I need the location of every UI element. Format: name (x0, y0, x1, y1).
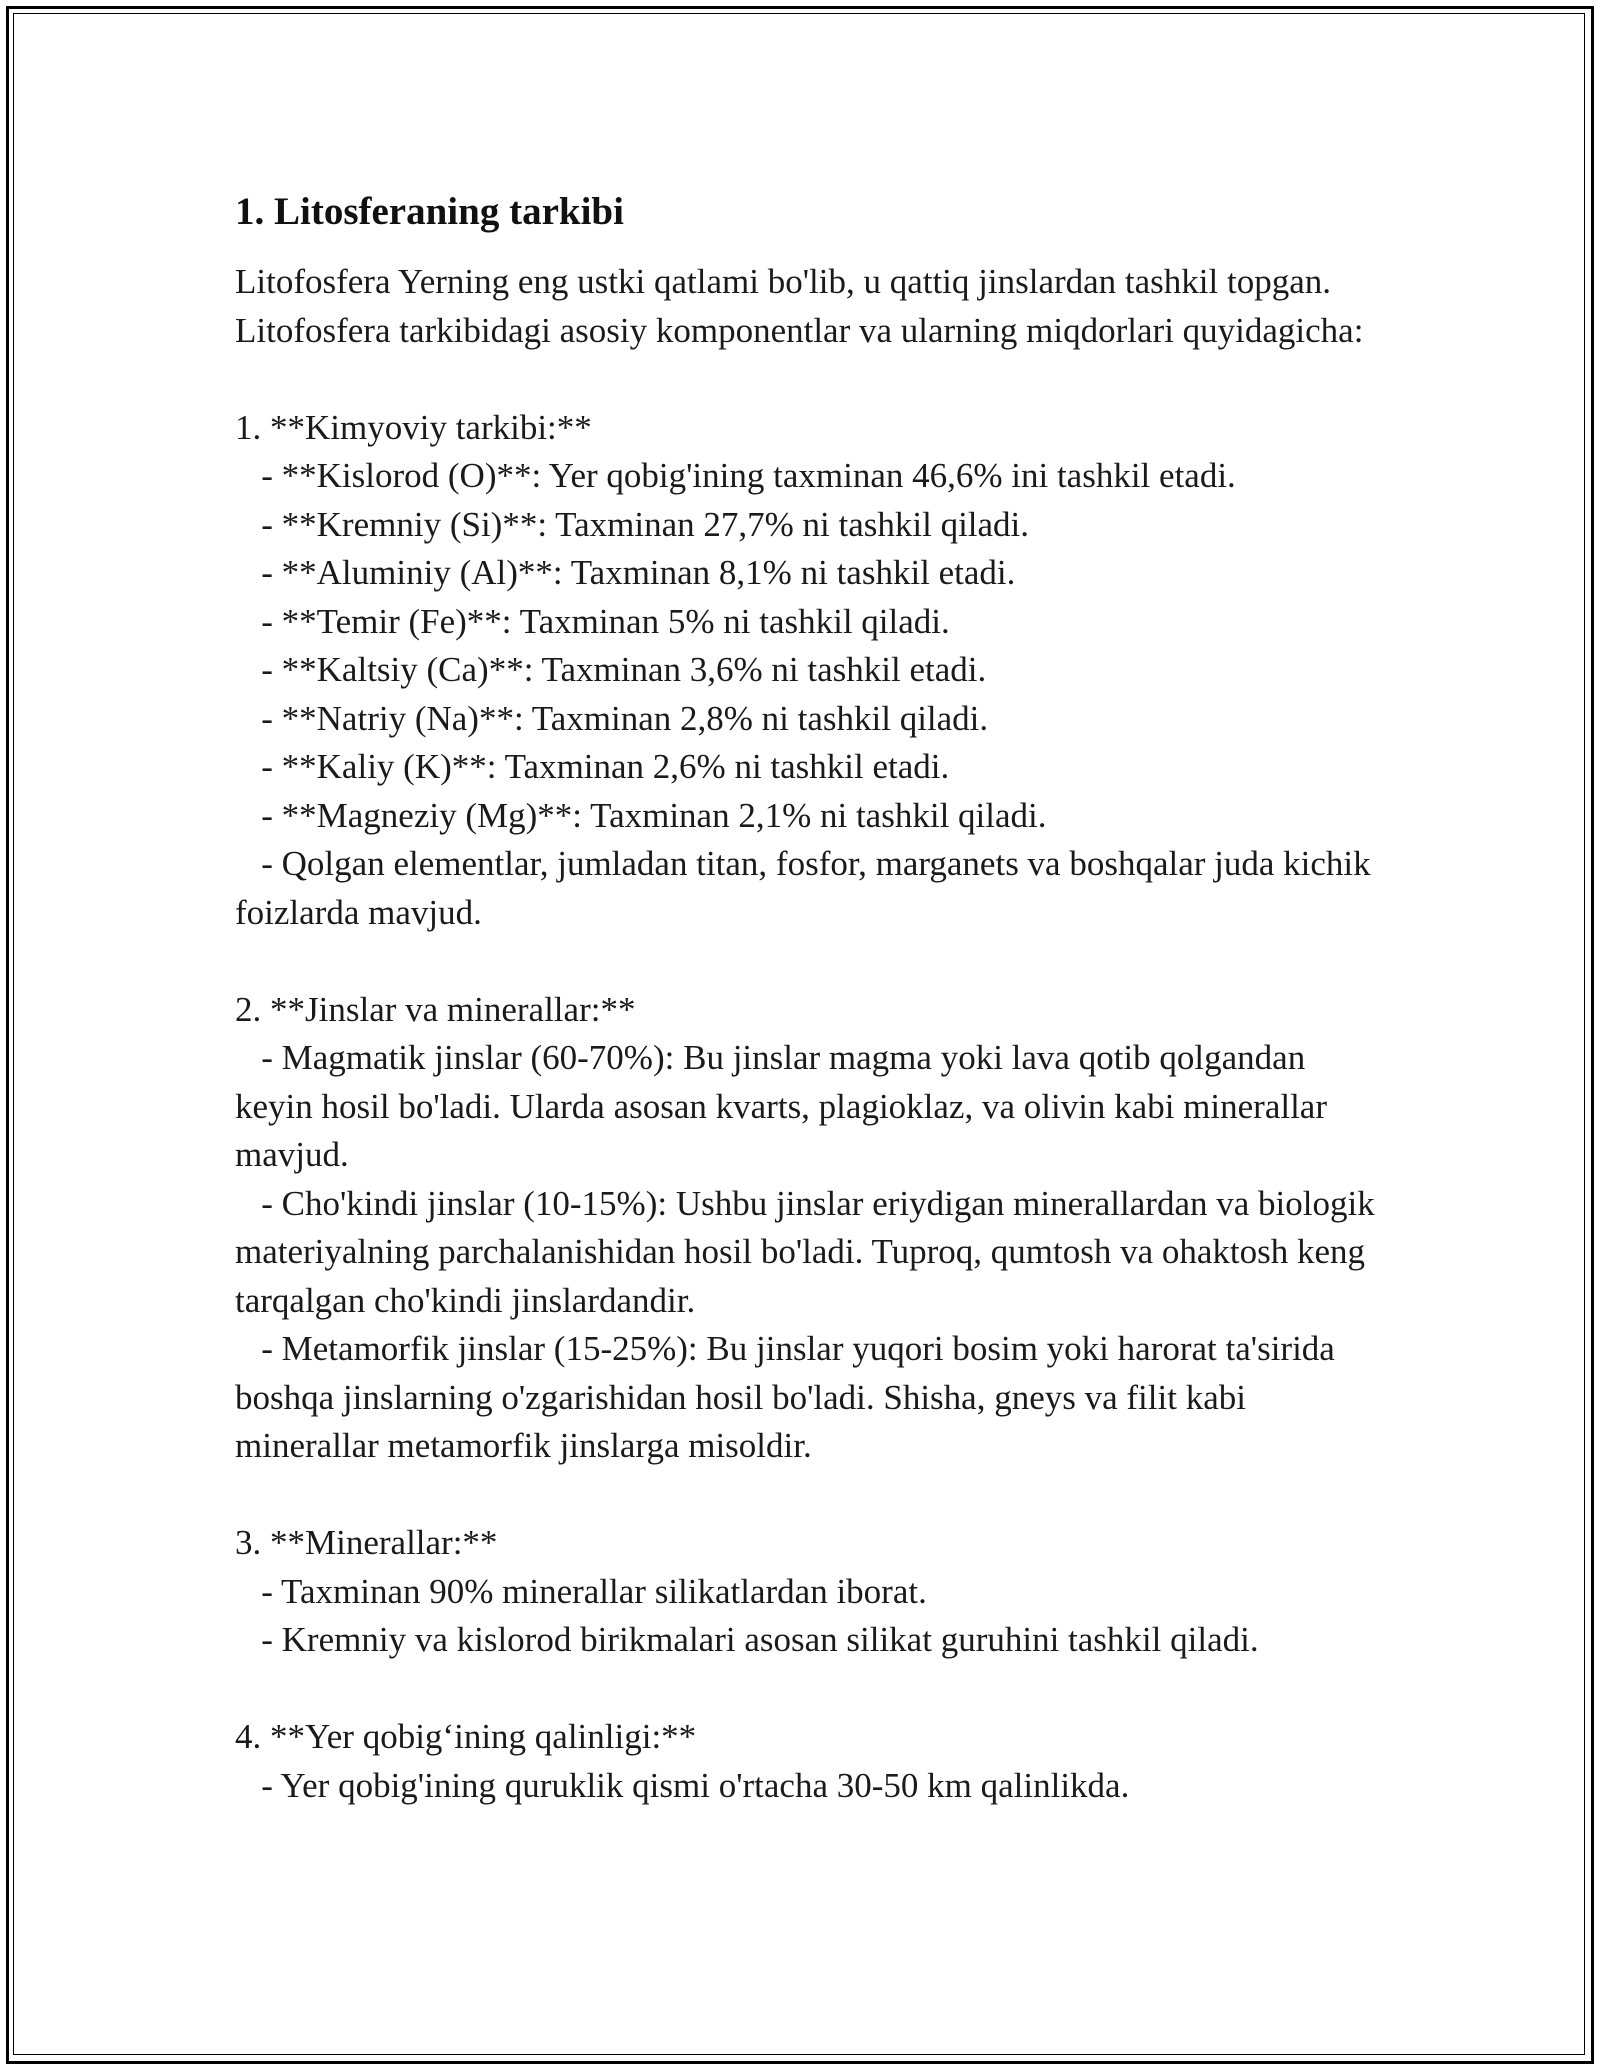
section-1-item-silicon: - **Kremniy (Si)**: Taxminan 27,7% ni tashkil qiladi. (235, 504, 1030, 544)
section-4-item-thickness: - Yer qobig'ining quruklik qismi o'rtacha 30-50 km qalinlikda. (235, 1765, 1130, 1805)
section-1-item-potassium: - **Kaliy (K)**: Taxminan 2,6% ni tashkil etadi. (235, 747, 950, 786)
section-2-heading: 2. **Jinslar va minerallar:** (235, 989, 636, 1029)
intro-paragraph: Litofosfera Yerning eng ustki qatlami bo'lib, u qattiq jinslardan tashkil topgan. Litofosfera tarkibidagi asosiy komponentlar va ularning miqdorlari quyidagicha: (235, 262, 1364, 350)
section-1-item-other: - Qolgan elementlar, jumladan titan, fosfor, marganets va boshqalar juda kichik foizlarda mavjud. (235, 844, 1380, 932)
paragraph-gap (235, 355, 1375, 404)
paragraph-gap (235, 937, 1375, 986)
section-2-item-sedimentary: - Cho'kindi jinslar (10-15%): Ushbu jinslar eriydigan minerallardan va biologik materiyalning parchalanishidan hosil bo'ladi. Tuproq, qumtosh va ohaktosh keng tarqalgan cho'kindi jinslardandir. (235, 1183, 1384, 1320)
section-1-item-magnesium: - **Magneziy (Mg)**: Taxminan 2,1% ni tashkil qiladi. (235, 795, 1047, 835)
section-1-item-sodium: - **Natriy (Na)**: Taxminan 2,8% ni tashkil qiladi. (235, 698, 989, 738)
section-1-item-iron: - **Temir (Fe)**: Taxminan 5% ni tashkil qiladi. (235, 601, 950, 641)
section-1-item-oxygen: - **Kislorod (O)**: Yer qobig'ining taxminan 46,6% ini tashkil etadi. (235, 456, 1236, 495)
section-2-item-magmatic: - Magmatik jinslar (60-70%): Bu jinslar magma yoki lava qotib qolgandan keyin hosil bo'ladi. Ularda asosan kvarts, plagioklaz, va olivin kabi minerallar mavjud. (235, 1038, 1336, 1174)
section-3-item-compounds: - Kremniy va kislorod birikmalari asosan silikat guruhini tashkil qiladi. (235, 1620, 1259, 1659)
paragraph-gap (235, 1471, 1375, 1520)
section-4-heading: 4. **Yer qobig‘ining qalinligi:** (235, 1717, 697, 1756)
paragraph-gap (235, 1665, 1375, 1714)
document-body (235, 188, 1384, 1810)
section-1-item-aluminium: - **Aluminiy (Al)**: Taxminan 8,1% ni tashkil etadi. (235, 553, 1016, 592)
section-1-item-calcium: - **Kaltsiy (Ca)**: Taxminan 3,6% ni tashkil etadi. (235, 650, 987, 689)
section-3-item-silicates: - Taxminan 90% minerallar silikatlardan iborat. (235, 1571, 927, 1611)
section-1-heading: 1. **Kimyoviy tarkibi:** (235, 407, 592, 447)
section-3-heading: 3. **Minerallar:** (235, 1523, 498, 1562)
document-title: 1. Litosferaning tarkibi (235, 190, 624, 233)
section-2-item-metamorphic: - Metamorfik jinslar (15-25%): Bu jinslar yuqori bosim yoki harorat ta'sirida boshqa jinslarning o'zgarishidan hosil bo'ladi. Shisha, gneys va filit kabi minerallar metamorfik jinslarga misoldir. (235, 1329, 1344, 1465)
